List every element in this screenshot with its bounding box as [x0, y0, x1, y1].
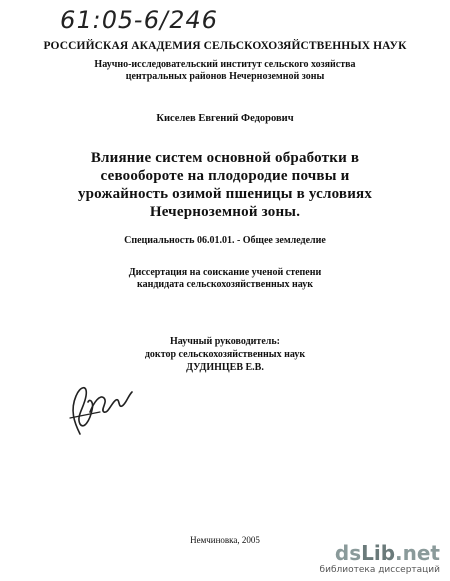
- title-line-4: Нечерноземной зоны.: [149, 204, 301, 220]
- watermark-brand-part3: .net: [395, 541, 440, 565]
- watermark-brand: [335, 541, 440, 565]
- title-line-2: севообороте на плодородие почвы и: [100, 168, 350, 184]
- institute-name-line1: Научно-исследовательский институт сельского хозяйства: [94, 59, 356, 70]
- place-and-year: Немчиновка, 2005: [190, 535, 260, 545]
- title-line-1: Влияние систем основной обработки в: [90, 150, 360, 166]
- supervisor-name: ДУДИНЦЕВ Е.В.: [186, 362, 264, 373]
- watermark-brand-part2: Lib: [361, 541, 396, 565]
- watermark-brand-part1: ds: [334, 541, 362, 565]
- specialty-code: Специальность 06.01.01. - Общее земледелие: [124, 235, 326, 246]
- watermark-caption: библиотека диссертаций: [319, 565, 440, 575]
- title-line-3: урожайность озимой пшеницы в условиях: [77, 186, 373, 202]
- author-name: Киселев Евгений Федорович: [156, 113, 294, 124]
- handwritten-catalog-code: 61:05-6/246: [57, 6, 221, 34]
- supervisor-degree: доктор сельскохозяйственных наук: [144, 349, 306, 360]
- supervisor-heading: Научный руководитель:: [170, 336, 280, 347]
- handwritten-signature: [60, 372, 140, 442]
- dissertation-degree-line2: кандидата сельскохозяйственных наук: [136, 279, 314, 290]
- institute-name-line2: центральных районов Нечерноземной зоны: [125, 71, 325, 82]
- academy-name: РОССИЙСКАЯ АКАДЕМИЯ СЕЛЬСКОХОЗЯЙСТВЕННЫХ НАУК: [43, 40, 407, 52]
- watermark-logo[interactable]: [319, 541, 444, 579]
- dissertation-degree-line1: Диссертация на соискание ученой степени: [128, 267, 322, 278]
